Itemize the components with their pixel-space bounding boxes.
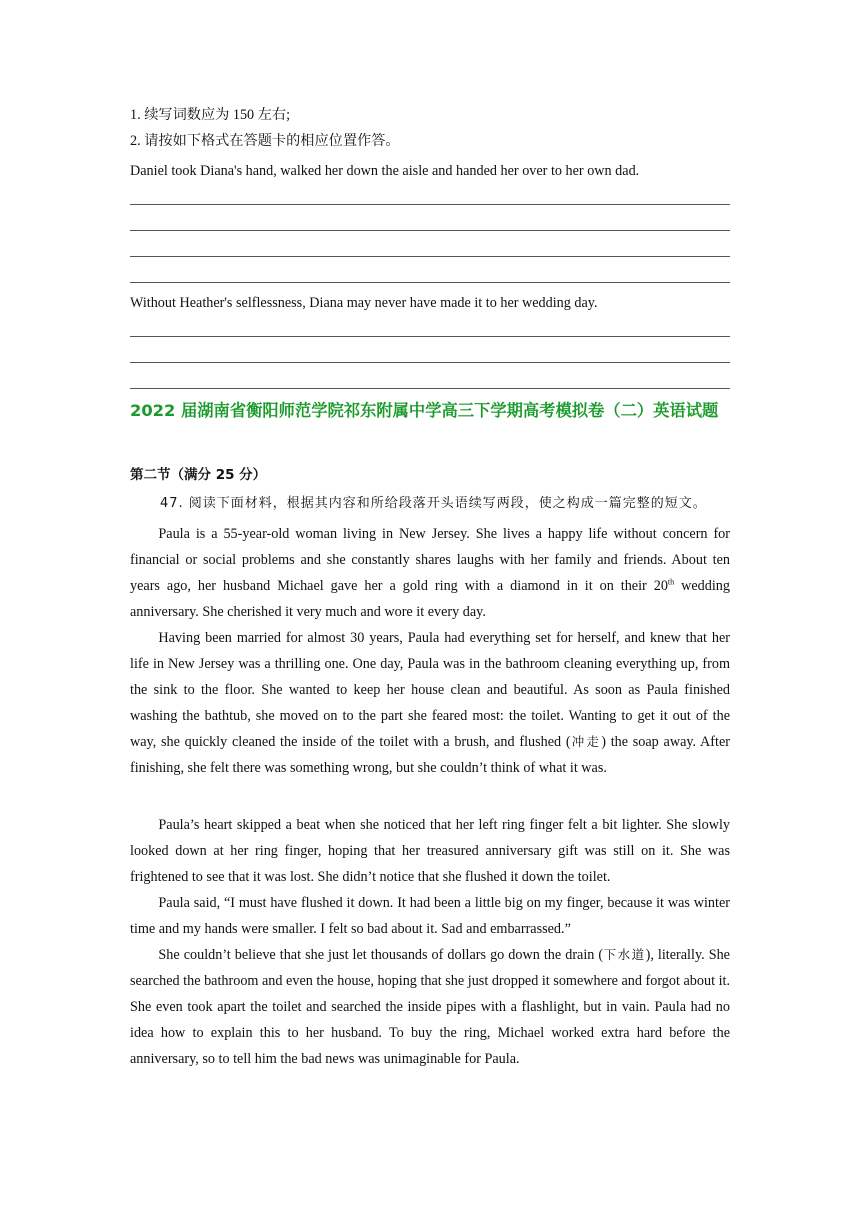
- paragraph-4: Paula said, “I must have flushed it down. It had been a little big on my finger, because it was winter time and my hands were smaller. I felt so bad about it. Sad and embarrassed.”: [130, 895, 730, 937]
- answer-line: [130, 282, 730, 283]
- continuation-prompt-2: Without Heather's selflessness, Diana may never have made it to her wedding day.: [130, 295, 598, 311]
- paragraph-5: She couldn’t believe that she just let thousands of dollars go down the drain (下水道), literally. She searched the bathroom and even the house, hoping that she just dropped it somewhere and forgot about it. She even took apart the toilet and searched the inside pipes with a flashlight, but in vain. Paula had no idea how to explain this to her husband. To buy the ring, Michael worked extra hard before the anniversary, so to tell him the bad news was unimaginable for Paula.: [130, 947, 730, 1067]
- answer-line: [130, 362, 730, 363]
- paragraph-1: Paula is a 55-year-old woman living in New Jersey. She lives a happy life without concern for financial or social problems and she constantly shares laughs with her family and friends. About ten years ago, her husband Michael gave her a gold ring with a diamond in it on their 20th wedding anniversary. She cherished it very much and wore it every day.: [130, 526, 730, 620]
- paragraph-3: Paula’s heart skipped a beat when she noticed that her left ring finger felt a bit lighter. She slowly looked down at her ring finger, hoping that her treasured anniversary gift was still on it. She was frightened to see that it was lost. She didn’t notice that she flushed it down the toilet.: [130, 817, 730, 885]
- section-title: 第二节（满分 25 分）: [130, 467, 267, 483]
- exam-title: 2022 届湖南省衡阳师范学院祁东附属中学高三下学期高考模拟卷（二）英语试题: [130, 401, 719, 420]
- answer-line: [130, 256, 730, 257]
- answer-line: [130, 388, 730, 389]
- answer-line: [130, 230, 730, 231]
- requirement-2: 2. 请按如下格式在答题卡的相应位置作答。: [130, 133, 400, 149]
- answer-line: [130, 336, 730, 337]
- continuation-prompt-1: Daniel took Diana's hand, walked her down the aisle and handed her over to her own dad.: [130, 163, 640, 179]
- paragraph-2: Having been married for almost 30 years, Paula had everything set for herself, and knew that her life in New Jersey was a thrilling one. One day, Paula was in the bathroom cleaning everything up, from the sink to the floor. She wanted to keep her house clean and beautiful. As soon as Paula finished washing the bathtub, she moved on to the part she feared most: the toilet. Wanting to get it out of the way, she quickly cleaned the inside of the toilet with a brush, and flushed (冲走) the soap away. After finishing, she felt there was something wrong, but she couldn’t think of what it was.: [130, 630, 730, 776]
- answer-line: [130, 204, 730, 205]
- requirement-1: 1. 续写词数应为 150 左右;: [130, 107, 291, 123]
- question-instruction: 47. 阅读下面材料，根据其内容和所给段落开头语续写两段，使之构成一篇完整的短文。: [160, 496, 707, 511]
